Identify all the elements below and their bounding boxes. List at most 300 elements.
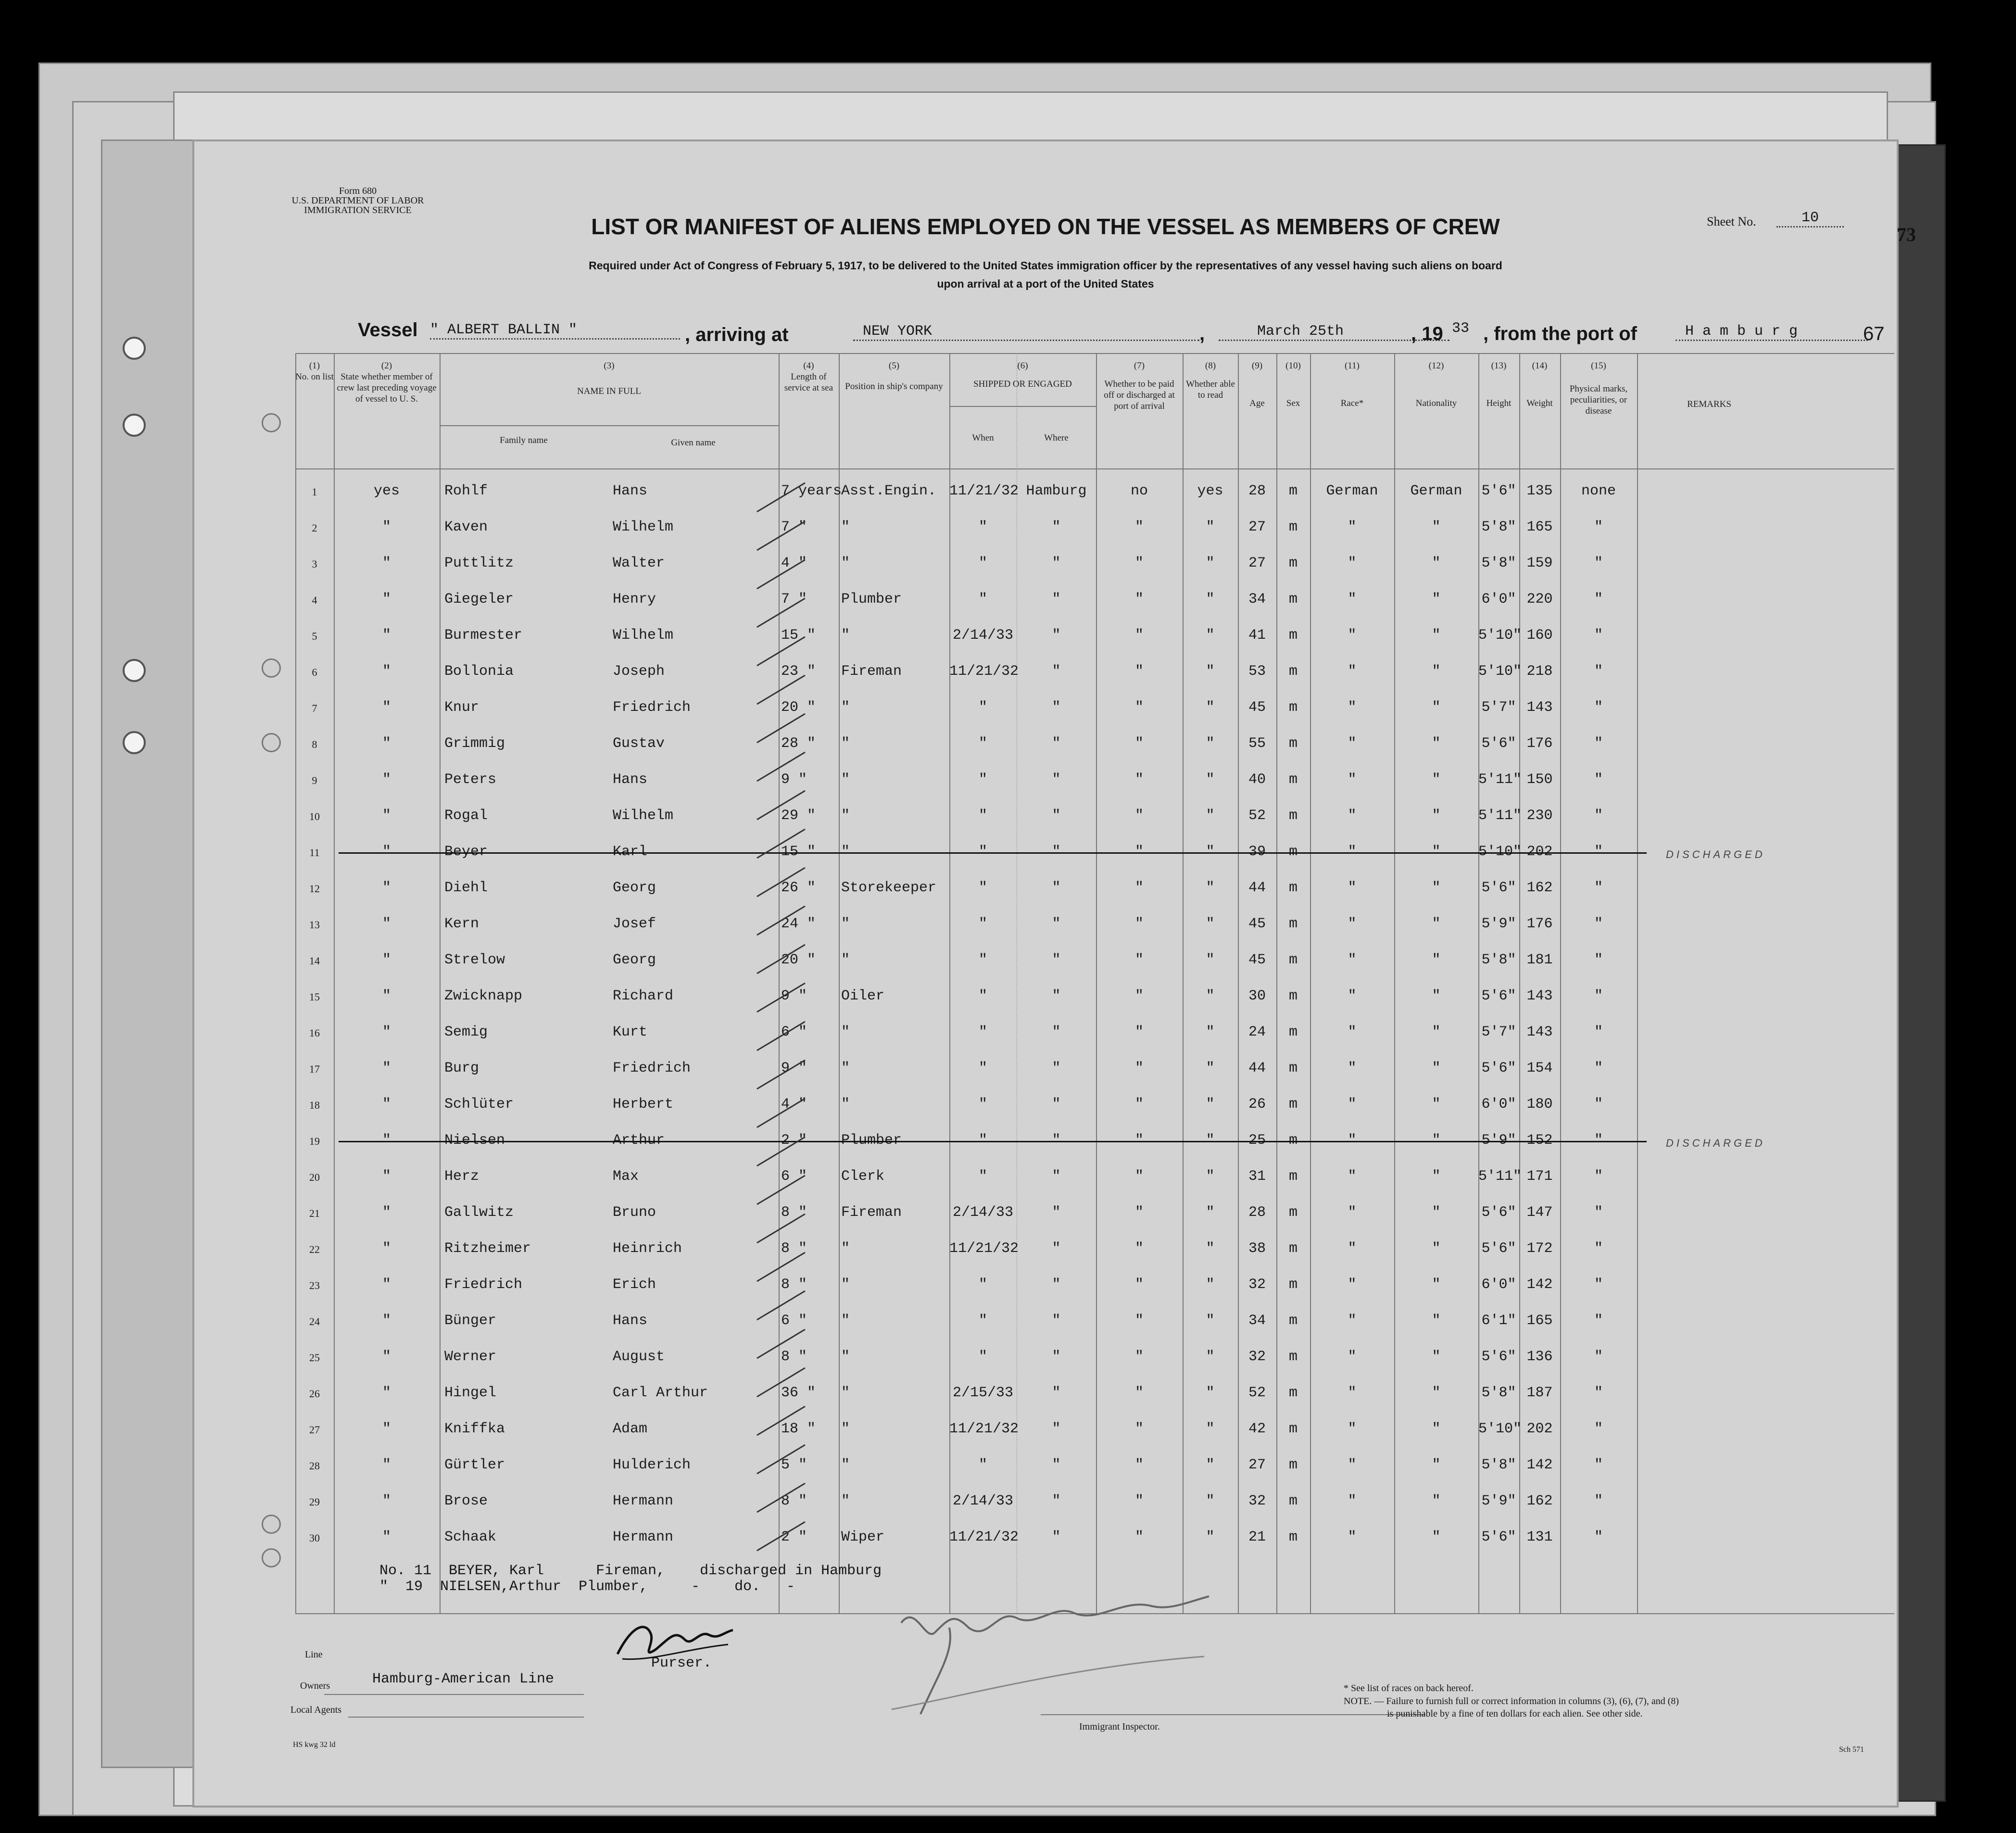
cell-sex: m	[1288, 1132, 1298, 1149]
header-family-name: Family name	[500, 435, 548, 445]
cell-position: Plumber	[841, 591, 902, 607]
cell-given-name: Hans	[613, 483, 648, 499]
cell-given-name: Wilhelm	[613, 627, 674, 644]
owners-label: Owners	[300, 1681, 330, 1691]
table-row	[295, 654, 1894, 690]
cell-able-to-read: "	[1206, 1457, 1215, 1473]
cell-height: 5'7"	[1481, 1024, 1516, 1040]
cell-age: 26	[1248, 1096, 1266, 1112]
cell-sex: m	[1288, 555, 1298, 571]
cell-race: "	[1348, 1385, 1357, 1401]
cell-physical-marks: "	[1594, 1349, 1603, 1365]
header-col-10: (10) Sex	[1285, 361, 1301, 408]
cell-nationality: "	[1432, 1313, 1441, 1329]
cell-race: "	[1348, 952, 1357, 968]
cell-height: 5'6"	[1481, 1060, 1516, 1076]
cell-age: 38	[1248, 1240, 1266, 1257]
cell-paid-off: "	[1134, 880, 1144, 896]
cell-paid-off: "	[1134, 1493, 1144, 1509]
cell-height: 5'6"	[1481, 880, 1516, 896]
header-col-5: (5) Position in ship's company	[845, 361, 943, 392]
cell-given-name: Hans	[613, 1313, 648, 1329]
cell-weight: 136	[1526, 1349, 1553, 1365]
cell-paid-off: "	[1134, 1204, 1144, 1221]
cell-paid-off: "	[1134, 627, 1144, 644]
cell-paid-off: "	[1134, 1313, 1144, 1329]
cell-family-name: Burmester	[444, 627, 523, 644]
service-name: IMMIGRATION SERVICE	[304, 205, 412, 215]
table-row	[295, 545, 1894, 582]
cell-previous-voyage: "	[382, 808, 391, 824]
cell-physical-marks: "	[1594, 1313, 1603, 1329]
cell-physical-marks: "	[1594, 627, 1603, 644]
cell-age: 25	[1248, 1132, 1266, 1149]
punch-circle	[262, 1548, 281, 1568]
cell-length-of-service: 24 "	[781, 916, 816, 932]
cell-family-name: Nielsen	[444, 1132, 505, 1149]
cell-given-name: Adam	[613, 1421, 648, 1437]
cell-family-name: Brose	[444, 1493, 488, 1509]
cell-weight: 159	[1526, 555, 1553, 571]
cell-given-name: Georg	[613, 880, 656, 896]
cell-shipped-when: "	[978, 1060, 987, 1076]
cell-physical-marks: "	[1594, 844, 1603, 860]
cell-paid-off: "	[1134, 844, 1144, 860]
agents-underline	[348, 1717, 584, 1718]
cell-height: 5'6"	[1481, 735, 1516, 752]
cell-shipped-when: "	[978, 519, 987, 535]
table-row	[295, 509, 1894, 545]
cell-able-to-read: "	[1206, 952, 1215, 968]
cell-nationality: "	[1432, 844, 1441, 860]
cell-nationality: "	[1432, 1096, 1441, 1112]
table-row	[295, 942, 1894, 978]
cell-sex: m	[1288, 916, 1298, 932]
inspector-signature	[872, 1584, 1219, 1724]
cell-family-name: Kaven	[444, 519, 488, 535]
cell-nationality: "	[1432, 519, 1441, 535]
cell-shipped-where: "	[1052, 1529, 1061, 1545]
cell-weight: 147	[1526, 1204, 1553, 1221]
cell-row-number: 5	[312, 630, 317, 642]
punch-circle	[262, 658, 281, 678]
table-row	[295, 798, 1894, 834]
cell-height: 5'6"	[1481, 988, 1516, 1004]
cell-nationality: "	[1432, 1385, 1441, 1401]
cell-row-number: 16	[309, 1027, 320, 1039]
year-prefix: , 19	[1411, 323, 1443, 344]
print-code: HS kwg 32 ld	[293, 1741, 336, 1749]
cell-height: 5'8"	[1481, 555, 1516, 571]
cell-nationality: "	[1432, 1529, 1441, 1545]
cell-row-number: 11	[309, 847, 320, 859]
cell-family-name: Ritzheimer	[444, 1240, 531, 1257]
cell-length-of-service: 6 "	[781, 1024, 807, 1040]
cell-row-number: 26	[309, 1388, 320, 1400]
cell-physical-marks: "	[1594, 663, 1603, 680]
cell-shipped-when: "	[978, 808, 987, 824]
cell-given-name: Wilhelm	[613, 808, 674, 824]
cell-row-number: 21	[309, 1207, 320, 1219]
cell-paid-off: "	[1134, 988, 1144, 1004]
cell-given-name: Hulderich	[613, 1457, 691, 1473]
table-row	[295, 1303, 1894, 1339]
cell-weight: 171	[1526, 1168, 1553, 1185]
inspector-label: Immigrant Inspector.	[1079, 1721, 1160, 1732]
cell-paid-off: "	[1134, 591, 1144, 607]
cell-able-to-read: "	[1206, 1277, 1215, 1293]
cell-given-name: Friedrich	[613, 1060, 691, 1076]
cell-height: 5'9"	[1481, 1493, 1516, 1509]
cell-row-number: 3	[312, 558, 317, 570]
cell-physical-marks: none	[1581, 483, 1616, 499]
cell-shipped-where: "	[1052, 1277, 1061, 1293]
cell-able-to-read: "	[1206, 519, 1215, 535]
from-port-label: , from the port of	[1483, 323, 1637, 344]
cell-shipped-where: "	[1052, 1457, 1061, 1473]
cell-family-name: Semig	[444, 1024, 488, 1040]
cell-able-to-read: "	[1206, 1529, 1215, 1545]
cell-able-to-read: "	[1206, 1493, 1215, 1509]
cell-able-to-read: "	[1206, 1349, 1215, 1365]
cell-nationality: "	[1432, 1132, 1441, 1149]
cell-weight: 135	[1526, 483, 1553, 499]
cell-shipped-when: "	[978, 1024, 987, 1040]
cell-nationality: "	[1432, 1240, 1441, 1257]
cell-paid-off: "	[1134, 1024, 1144, 1040]
cell-given-name: Josef	[613, 916, 656, 932]
cell-weight: 220	[1526, 591, 1553, 607]
cell-position: "	[841, 808, 850, 824]
cell-weight: 218	[1526, 663, 1553, 680]
cell-length-of-service: 15 "	[781, 844, 816, 860]
cell-previous-voyage: "	[382, 1168, 391, 1185]
cell-given-name: Joseph	[613, 663, 665, 680]
cell-previous-voyage: "	[382, 1457, 391, 1473]
cell-height: 6'0"	[1481, 591, 1516, 607]
cell-length-of-service: 7 "	[781, 519, 807, 535]
cell-previous-voyage: "	[382, 519, 391, 535]
cell-physical-marks: "	[1594, 1421, 1603, 1437]
cell-paid-off: "	[1134, 1096, 1144, 1112]
cell-able-to-read: "	[1206, 988, 1215, 1004]
cell-shipped-where: "	[1052, 1132, 1061, 1149]
cell-family-name: Kern	[444, 916, 479, 932]
cell-sex: m	[1288, 1349, 1298, 1365]
cell-shipped-where: "	[1052, 1168, 1061, 1185]
cell-nationality: "	[1432, 555, 1441, 571]
cell-height: 5'6"	[1481, 483, 1516, 499]
cell-race: "	[1348, 1096, 1357, 1112]
cell-age: 31	[1248, 1168, 1266, 1185]
schedule-code: Sch 571	[1839, 1745, 1864, 1754]
cell-given-name: Hans	[613, 771, 648, 788]
cell-able-to-read: "	[1206, 1204, 1215, 1221]
cell-shipped-when: "	[978, 1277, 987, 1293]
header-col-6: (6) SHIPPED OR ENGAGED	[973, 361, 1072, 389]
cell-shipped-where: "	[1052, 735, 1061, 752]
port-of-departure: Hamburg	[1676, 323, 1868, 341]
cell-physical-marks: "	[1594, 1240, 1603, 1257]
cell-age: 32	[1248, 1277, 1266, 1293]
cell-row-number: 27	[309, 1424, 320, 1436]
cell-position: Asst.Engin.	[841, 483, 937, 499]
cell-race: "	[1348, 1204, 1357, 1221]
cell-length-of-service: 2 "	[781, 1529, 807, 1545]
cell-paid-off: "	[1134, 699, 1144, 716]
fine-note-1: NOTE. — Failure to furnish full or correct information in columns (3), (6), (7), and (8)	[1344, 1696, 1679, 1707]
cell-height: 5'9"	[1481, 1132, 1516, 1149]
cell-length-of-service: 8 "	[781, 1240, 807, 1257]
cell-previous-voyage: "	[382, 1024, 391, 1040]
cell-sex: m	[1288, 1204, 1298, 1221]
cell-row-number: 2	[312, 522, 317, 534]
owners-underline	[324, 1694, 584, 1695]
cell-previous-voyage: "	[382, 1529, 391, 1545]
cell-able-to-read: "	[1206, 1096, 1215, 1112]
cell-shipped-when: "	[978, 771, 987, 788]
cell-previous-voyage: "	[382, 1349, 391, 1365]
form-title: LIST OR MANIFEST OF ALIENS EMPLOYED ON THE VESSEL AS MEMBERS OF CREW	[591, 214, 1500, 239]
table-row	[295, 1050, 1894, 1087]
cell-given-name: Hermann	[613, 1529, 674, 1545]
binder-hole	[123, 731, 146, 754]
table-row	[295, 978, 1894, 1014]
cell-family-name: Grimmig	[444, 735, 505, 752]
cell-position: "	[841, 699, 850, 716]
cell-paid-off: "	[1134, 735, 1144, 752]
header-where: Where	[1044, 433, 1069, 443]
cell-shipped-where: "	[1052, 519, 1061, 535]
cell-shipped-when: "	[978, 735, 987, 752]
cell-position: "	[841, 1240, 850, 1257]
cell-physical-marks: "	[1594, 1204, 1603, 1221]
cell-family-name: Kniffka	[444, 1421, 505, 1437]
cell-position: Fireman	[841, 1204, 902, 1221]
cell-height: 5'11"	[1478, 771, 1522, 788]
table-row	[295, 582, 1894, 618]
cell-height: 5'6"	[1481, 1349, 1516, 1365]
form-subtitle: Required under Act of Congress of February 5, 1917, to be delivered to the United States immigration officer by the representatives of any vessel having such aliens on board	[589, 259, 1502, 272]
table-row	[295, 690, 1894, 726]
cell-height: 5'8"	[1481, 952, 1516, 968]
cell-family-name: Friedrich	[444, 1277, 523, 1293]
cell-able-to-read: "	[1206, 880, 1215, 896]
cell-physical-marks: "	[1594, 808, 1603, 824]
cell-shipped-when: "	[978, 699, 987, 716]
cell-row-number: 7	[312, 702, 317, 714]
owners-value: Hamburg-American Line	[372, 1671, 554, 1687]
cell-length-of-service: 29 "	[781, 808, 816, 824]
cell-length-of-service: 2 "	[781, 1132, 807, 1149]
cell-age: 27	[1248, 555, 1266, 571]
cell-position: "	[841, 1493, 850, 1509]
cell-weight: 142	[1526, 1457, 1553, 1473]
port-of-arrival: NEW YORK	[853, 323, 1199, 341]
cell-length-of-service: 18 "	[781, 1421, 816, 1437]
cell-height: 5'10"	[1478, 627, 1522, 644]
cell-height: 5'8"	[1481, 1457, 1516, 1473]
cell-sex: m	[1288, 1096, 1298, 1112]
cell-previous-voyage: "	[382, 699, 391, 716]
cell-shipped-when: "	[978, 1313, 987, 1329]
cell-physical-marks: "	[1594, 1096, 1603, 1112]
cell-shipped-when: 11/21/32	[949, 483, 1019, 499]
header-col-2: (2) State whether member of crew last preceding voyage of vessel to U. S.	[337, 361, 437, 404]
cell-shipped-when: 2/15/33	[952, 1385, 1014, 1401]
cell-race: "	[1348, 1168, 1357, 1185]
table-row	[295, 1231, 1894, 1267]
cell-physical-marks: "	[1594, 699, 1603, 716]
cell-race: "	[1348, 1349, 1357, 1365]
table-top-border	[295, 353, 1894, 354]
cell-row-number: 20	[309, 1171, 320, 1183]
cell-position: "	[841, 771, 850, 788]
cell-previous-voyage: "	[382, 1313, 391, 1329]
cell-shipped-where: "	[1052, 1204, 1061, 1221]
cell-able-to-read: "	[1206, 1132, 1215, 1149]
cell-height: 5'10"	[1478, 1421, 1522, 1437]
cell-weight: 160	[1526, 627, 1553, 644]
cell-age: 45	[1248, 916, 1266, 932]
cell-nationality: "	[1432, 952, 1441, 968]
cell-nationality: "	[1432, 591, 1441, 607]
cell-paid-off: no	[1130, 483, 1148, 499]
cell-given-name: Georg	[613, 952, 656, 968]
header-bottom-border	[295, 468, 1894, 469]
cell-sex: m	[1288, 1024, 1298, 1040]
cell-height: 6'0"	[1481, 1096, 1516, 1112]
cell-paid-off: "	[1134, 771, 1144, 788]
cell-weight: 202	[1526, 1421, 1553, 1437]
cell-able-to-read: "	[1206, 1313, 1215, 1329]
table-row	[295, 1447, 1894, 1483]
cell-paid-off: "	[1134, 519, 1144, 535]
cell-family-name: Puttlitz	[444, 555, 514, 571]
cell-previous-voyage: "	[382, 1421, 391, 1437]
cell-sex: m	[1288, 1168, 1298, 1185]
cell-race: "	[1348, 1277, 1357, 1293]
cell-family-name: Diehl	[444, 880, 488, 896]
cell-family-name: Burg	[444, 1060, 479, 1076]
cell-weight: 162	[1526, 880, 1553, 896]
cell-shipped-where: "	[1052, 1313, 1061, 1329]
punch-circle	[262, 413, 281, 432]
cell-position: Clerk	[841, 1168, 885, 1185]
cell-paid-off: "	[1134, 1277, 1144, 1293]
strike-through-line	[339, 852, 1647, 854]
table-row	[295, 473, 1894, 509]
cell-weight: 150	[1526, 771, 1553, 788]
cell-previous-voyage: "	[382, 663, 391, 680]
cell-position: "	[841, 627, 850, 644]
cell-shipped-when: 11/21/32	[949, 1421, 1019, 1437]
cell-length-of-service: 7 years	[781, 483, 842, 499]
cell-paid-off: "	[1134, 1132, 1144, 1149]
cell-position: Wiper	[841, 1529, 885, 1545]
cell-height: 5'10"	[1478, 663, 1522, 680]
cell-weight: 176	[1526, 916, 1553, 932]
cell-physical-marks: "	[1594, 880, 1603, 896]
cell-position: "	[841, 1024, 850, 1040]
cell-position: "	[841, 844, 850, 860]
cell-race: "	[1348, 771, 1357, 788]
cell-weight: 187	[1526, 1385, 1553, 1401]
cell-family-name: Rohlf	[444, 483, 488, 499]
cell-height: 5'6"	[1481, 1204, 1516, 1221]
cell-given-name: Gustav	[613, 735, 665, 752]
cell-family-name: Strelow	[444, 952, 505, 968]
cell-previous-voyage: "	[382, 1493, 391, 1509]
comma-separator: ,	[1199, 323, 1205, 344]
cell-given-name: Henry	[613, 591, 656, 607]
local-agents-label: Local Agents	[290, 1705, 342, 1715]
cell-age: 28	[1248, 1204, 1266, 1221]
cell-length-of-service: 36 "	[781, 1385, 816, 1401]
cell-weight: 181	[1526, 952, 1553, 968]
header-col-1: (1) No. on list	[295, 361, 334, 382]
table-row	[295, 1519, 1894, 1555]
cell-nationality: "	[1432, 1457, 1441, 1473]
header-col-14: (14) Weight	[1526, 361, 1553, 408]
cell-position: Fireman	[841, 663, 902, 680]
cell-height: 5'8"	[1481, 519, 1516, 535]
cell-physical-marks: "	[1594, 952, 1603, 968]
cell-age: 24	[1248, 1024, 1266, 1040]
cell-paid-off: "	[1134, 808, 1144, 824]
cell-given-name: Walter	[613, 555, 665, 571]
cell-length-of-service: 4 "	[781, 1096, 807, 1112]
cell-sex: m	[1288, 952, 1298, 968]
cell-position: "	[841, 1313, 850, 1329]
cell-family-name: Hingel	[444, 1385, 497, 1401]
cell-shipped-when: 2/14/33	[952, 1204, 1014, 1221]
cell-race: "	[1348, 844, 1357, 860]
cell-shipped-where: "	[1052, 808, 1061, 824]
cell-age: 27	[1248, 519, 1266, 535]
cell-age: 41	[1248, 627, 1266, 644]
cell-given-name: Hermann	[613, 1493, 674, 1509]
cell-sex: m	[1288, 1529, 1298, 1545]
cell-physical-marks: "	[1594, 1024, 1603, 1040]
cell-physical-marks: "	[1594, 1277, 1603, 1293]
cell-position: "	[841, 1096, 850, 1112]
header-col-4: (4) Length of service at sea	[784, 361, 833, 393]
cell-race: "	[1348, 555, 1357, 571]
cell-able-to-read: "	[1206, 1421, 1215, 1437]
cell-weight: 165	[1526, 519, 1553, 535]
cell-shipped-when: "	[978, 1168, 987, 1185]
cell-race: "	[1348, 988, 1357, 1004]
cell-height: 5'10"	[1478, 844, 1522, 860]
name-subheader-line	[440, 425, 779, 426]
cell-shipped-when: "	[978, 1457, 987, 1473]
cell-length-of-service: 9 "	[781, 988, 807, 1004]
cell-age: 53	[1248, 663, 1266, 680]
cell-race: "	[1348, 591, 1357, 607]
cell-previous-voyage: "	[382, 1277, 391, 1293]
header-col-15: (15) Physical marks, peculiarities, or disease	[1569, 361, 1628, 416]
cell-length-of-service: 8 "	[781, 1493, 807, 1509]
cell-length-of-service: 26 "	[781, 880, 816, 896]
cell-length-of-service: 28 "	[781, 735, 816, 752]
cell-shipped-when: "	[978, 988, 987, 1004]
arriving-label: , arriving at	[685, 324, 789, 345]
cell-position: Plumber	[841, 1132, 902, 1149]
cell-nationality: "	[1432, 1168, 1441, 1185]
cell-length-of-service: 8 "	[781, 1204, 807, 1221]
cell-age: 40	[1248, 771, 1266, 788]
